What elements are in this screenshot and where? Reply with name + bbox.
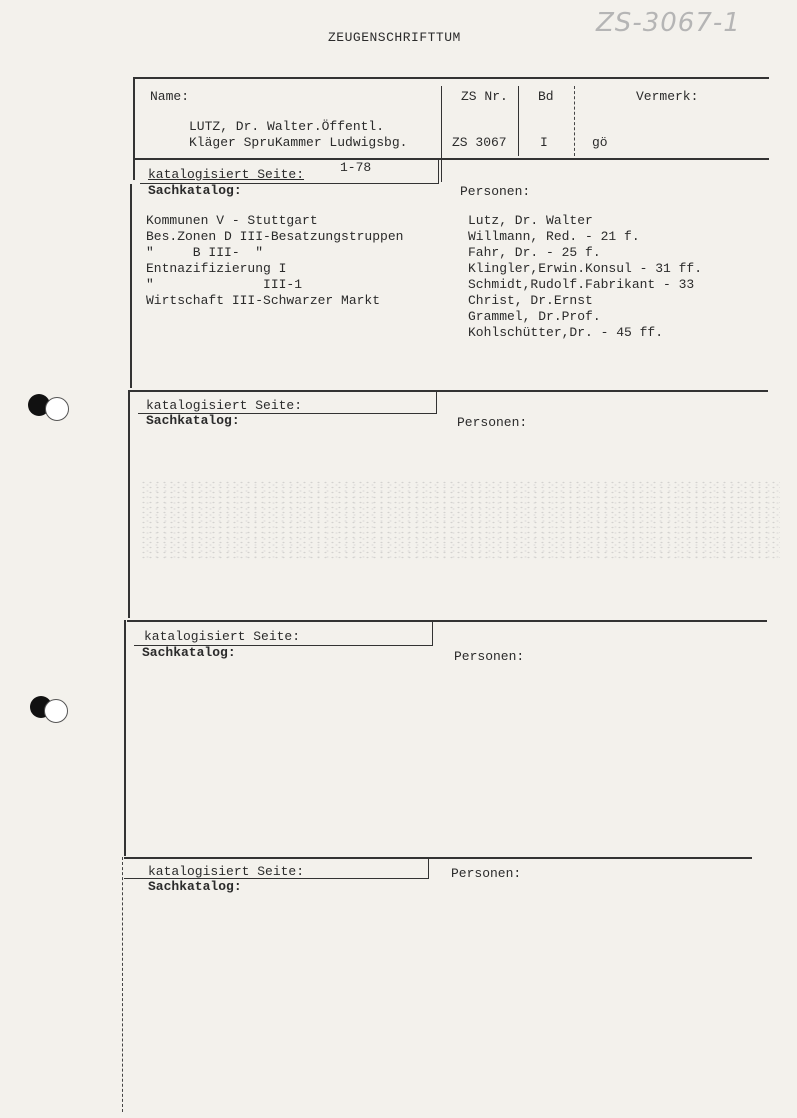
person-item: Lutz, Dr. Walter — [468, 213, 593, 228]
katalog-box-right-rule — [436, 390, 437, 414]
person-item: Fahr, Dr. - 25 f. — [468, 245, 601, 260]
sach-item: Wirtschaft III-Schwarzer Markt — [146, 293, 381, 308]
punch-hole-ring — [44, 699, 68, 723]
katalog-box-right-rule — [428, 857, 429, 879]
document-title: ZEUGENSCHRIFTTUM — [328, 30, 461, 45]
sach-item: Entnazifizierung I — [146, 261, 287, 276]
bd-label: Bd — [538, 89, 554, 104]
bd-value: I — [540, 135, 548, 150]
vermerk-label: Vermerk: — [636, 89, 699, 104]
personen-label: Personen: — [457, 415, 528, 430]
name-value-line1: LUTZ, Dr. Walter.Öffentl. — [189, 119, 385, 134]
section3-top-rule — [127, 620, 767, 622]
person-item: Schmidt,Rudolf.Fabrikant - 33 — [468, 277, 695, 292]
name-value-line2: Kläger SpruKammer Ludwigsbg. — [189, 135, 408, 150]
katalog-label: katalogisiert Seite: — [146, 398, 303, 413]
sachkatalog-label: Sachkatalog: — [146, 413, 240, 428]
katalog-label: katalogisiert Seite: — [144, 629, 301, 644]
katalog-box-right-rule — [432, 622, 433, 646]
person-item: Christ, Dr.Ernst — [468, 293, 593, 308]
personen-label: Personen: — [454, 649, 525, 664]
show-through-noise — [140, 480, 780, 560]
punch-hole-ring — [45, 397, 69, 421]
sach-item: Kommunen V - Stuttgart — [146, 213, 318, 228]
sach-item: Bes.Zonen D III-Besatzungstruppen — [146, 229, 404, 244]
vermerk-value: gö — [592, 135, 608, 150]
person-item: Willmann, Red. - 21 f. — [468, 229, 640, 244]
katalog-label: katalogisiert Seite: — [148, 167, 305, 182]
zs-value: ZS 3067 — [452, 135, 507, 150]
person-item: Klingler,Erwin.Konsul - 31 ff. — [468, 261, 703, 276]
sach-item: " III-1 — [146, 277, 303, 292]
name-label: Name: — [150, 89, 190, 104]
col-divider-zs — [518, 86, 519, 156]
header-top-rule — [133, 77, 769, 79]
zs-label: ZS Nr. — [461, 89, 508, 104]
header-left-rule — [133, 77, 135, 180]
sachkatalog-label: Sachkatalog: — [142, 645, 236, 660]
col-divider-bd — [574, 86, 575, 156]
section1-left-rule — [130, 184, 132, 388]
katalog-box-right-rule — [438, 158, 439, 184]
col-divider-name — [441, 86, 442, 182]
section4-left-rule — [122, 857, 123, 1112]
section2-top-rule — [130, 390, 768, 392]
personen-label: Personen: — [460, 184, 531, 199]
seite-value: 1-78 — [340, 160, 372, 175]
sachkatalog-label: Sachkatalog: — [148, 183, 242, 198]
person-item: Grammel, Dr.Prof. — [468, 309, 601, 324]
sachkatalog-label: Sachkatalog: — [148, 879, 242, 894]
sach-item: " B III- " — [146, 245, 264, 260]
handwritten-reference: ZS-3067-1 — [596, 8, 741, 38]
header-bottom-rule — [133, 158, 769, 160]
person-item: Kohlschütter,Dr. - 45 ff. — [468, 325, 664, 340]
section2-left-rule — [128, 390, 130, 618]
section4-top-rule — [124, 857, 752, 859]
personen-label: Personen: — [451, 866, 522, 881]
katalog-label: katalogisiert Seite: — [148, 864, 305, 879]
section3-left-rule — [124, 620, 126, 856]
